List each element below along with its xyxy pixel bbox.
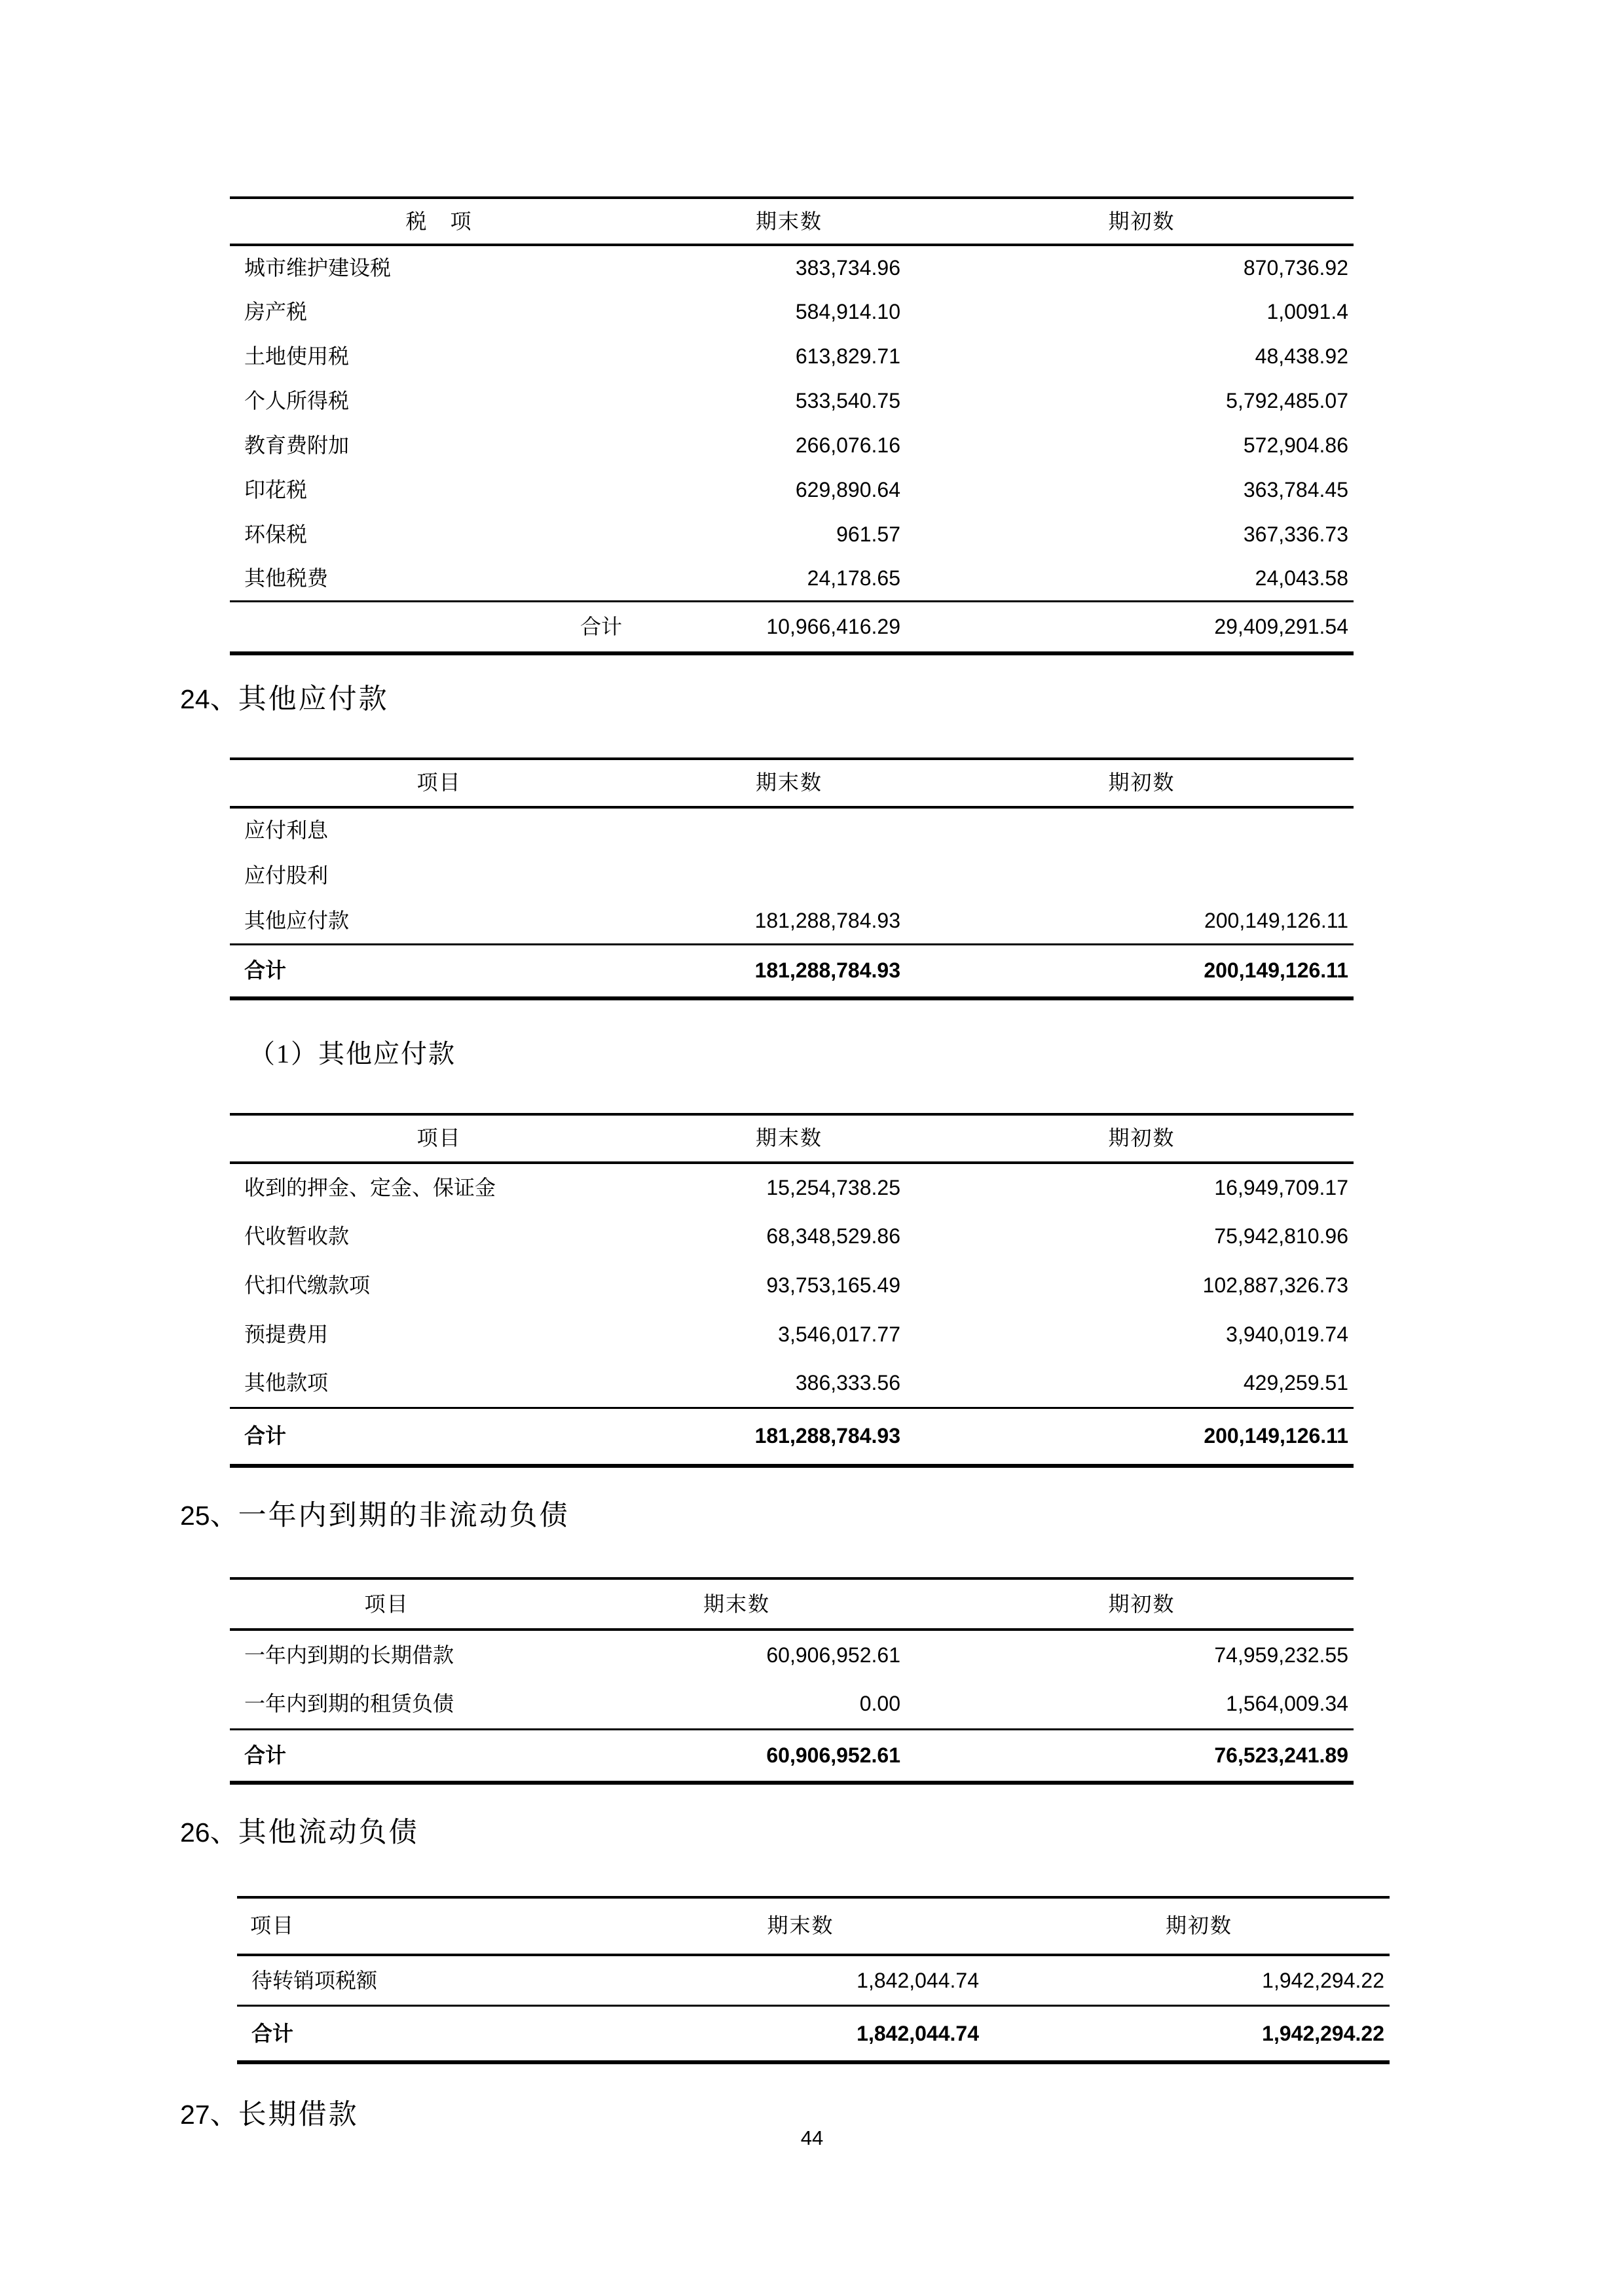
header-item-cell: 税 项 bbox=[230, 198, 648, 245]
header-begin-balance-cell: 期初数 bbox=[930, 1114, 1354, 1163]
end-balance-cell: 1,842,044.74 bbox=[857, 1968, 979, 1992]
table-row bbox=[230, 1359, 1354, 1408]
begin-balance-cell: 1,0091.4 bbox=[1266, 299, 1348, 323]
table-header-row bbox=[230, 759, 1354, 807]
other-payables-table bbox=[230, 757, 1354, 1000]
page-number: 44 bbox=[800, 2126, 824, 2149]
end-balance-cell: 383,734.96 bbox=[795, 255, 900, 280]
header-item-cell: 项目 bbox=[230, 1578, 544, 1630]
header-end-balance-cell: 期末数 bbox=[648, 198, 930, 245]
other-payables-table-grid bbox=[230, 757, 1354, 1000]
begin-balance-cell bbox=[930, 807, 1354, 853]
end-balance-cell: 60,906,952.61 bbox=[544, 1729, 930, 1783]
begin-balance-cell: 102,887,326.73 bbox=[1202, 1273, 1348, 1297]
begin-balance-cell: 75,942,810.96 bbox=[1214, 1224, 1348, 1248]
header-begin-balance-cell: 期初数 bbox=[930, 198, 1354, 245]
end-balance-cell: 961.57 bbox=[836, 522, 900, 546]
begin-balance-cell: 200,149,126.11 bbox=[930, 945, 1354, 998]
section-number: 27 bbox=[180, 2099, 210, 2130]
table-row bbox=[230, 512, 1354, 556]
item-cell: 合计 bbox=[237, 2006, 593, 2062]
section-heading-26 bbox=[180, 1816, 1624, 1850]
begin-balance-cell: 200,149,126.11 bbox=[1204, 909, 1348, 933]
header-end-balance-cell: 期末数 bbox=[648, 759, 930, 807]
header-item-cell: 项目 bbox=[230, 759, 648, 807]
begin-balance-cell: 200,149,126.11 bbox=[930, 1408, 1354, 1466]
section-heading-25 bbox=[180, 1499, 1624, 1533]
end-balance-cell: 386,333.56 bbox=[795, 1370, 900, 1394]
table-row bbox=[230, 899, 1354, 945]
end-balance-cell: 15,254,738.25 bbox=[766, 1175, 900, 1199]
subsection-number: （1） bbox=[249, 1038, 318, 1068]
table-header-row bbox=[237, 1897, 1390, 1955]
end-balance-cell: 10,966,416.29 bbox=[648, 601, 930, 653]
section-title: 长期借款 bbox=[238, 2099, 359, 2130]
section-separator: 、 bbox=[210, 1500, 238, 1531]
header-begin-balance-cell: 期初数 bbox=[930, 759, 1354, 807]
table-header-row bbox=[230, 1114, 1354, 1163]
begin-balance-cell: 29,409,291.54 bbox=[930, 601, 1354, 653]
end-balance-cell: 266,076.16 bbox=[795, 433, 900, 457]
section-title: 其他流动负债 bbox=[238, 1817, 419, 1849]
end-balance-cell: 181,288,784.93 bbox=[754, 909, 900, 933]
begin-balance-cell: 48,438.92 bbox=[1255, 344, 1348, 368]
header-item-cell: 项目 bbox=[237, 1897, 593, 1955]
other-current-liabilities-table bbox=[237, 1896, 1390, 2064]
header-item-cell: 项目 bbox=[230, 1114, 648, 1163]
begin-balance-cell: 363,784.45 bbox=[1243, 477, 1348, 501]
begin-balance-cell: 76,523,241.89 bbox=[930, 1729, 1354, 1783]
item-cell: 城市维护建设税 bbox=[244, 255, 392, 280]
table-row bbox=[230, 556, 1354, 601]
table-row bbox=[230, 378, 1354, 423]
section-title: 其他应付款 bbox=[238, 684, 389, 715]
table-header-row bbox=[230, 1578, 1354, 1630]
table-row bbox=[230, 1163, 1354, 1212]
header-begin-balance-cell: 期初数 bbox=[930, 1578, 1354, 1630]
begin-balance-cell: 1,564,009.34 bbox=[1226, 1692, 1348, 1716]
item-cell: 环保税 bbox=[244, 522, 308, 546]
item-cell: 收到的押金、定金、保证金 bbox=[244, 1175, 496, 1199]
table-total-row bbox=[230, 1729, 1354, 1783]
table-row bbox=[230, 853, 1354, 899]
begin-balance-cell: 24,043.58 bbox=[1255, 566, 1348, 590]
table-total-row bbox=[237, 2006, 1390, 2062]
begin-balance-cell bbox=[930, 853, 1354, 899]
end-balance-cell: 60,906,952.61 bbox=[766, 1643, 900, 1667]
header-end-balance-cell: 期末数 bbox=[648, 1114, 930, 1163]
item-cell: 房产税 bbox=[244, 299, 308, 323]
table-row bbox=[230, 1679, 1354, 1729]
section-heading-24 bbox=[180, 683, 1624, 717]
begin-balance-cell: 1,942,294.22 bbox=[1262, 1968, 1384, 1992]
end-balance-cell: 533,540.75 bbox=[795, 388, 900, 412]
section-separator: 、 bbox=[210, 1817, 238, 1849]
table-row bbox=[230, 1630, 1354, 1679]
header-begin-balance-cell: 期初数 bbox=[1008, 1897, 1390, 1955]
item-cell: 应付利息 bbox=[244, 818, 329, 843]
end-balance-cell: 24,178.65 bbox=[807, 566, 900, 590]
other-payables-detail-table bbox=[230, 1113, 1354, 1468]
tax-items-table-grid bbox=[230, 196, 1354, 655]
subsection-title: 其他应付款 bbox=[318, 1038, 456, 1068]
table-row bbox=[230, 1261, 1354, 1310]
item-cell: 预提费用 bbox=[244, 1322, 329, 1346]
tax-items-table bbox=[230, 196, 1354, 655]
item-cell: 待转销项税额 bbox=[251, 1968, 378, 1992]
table-row bbox=[230, 423, 1354, 467]
end-balance-cell bbox=[648, 853, 930, 899]
item-cell: 其他税费 bbox=[244, 566, 329, 590]
begin-balance-cell: 870,736.92 bbox=[1243, 255, 1348, 280]
begin-balance-cell: 572,904.86 bbox=[1243, 433, 1348, 457]
begin-balance-cell: 1,942,294.22 bbox=[1008, 2006, 1390, 2062]
item-cell: 合计 bbox=[230, 945, 648, 998]
begin-balance-cell: 16,949,709.17 bbox=[1214, 1175, 1348, 1199]
other-current-liabilities-table-grid bbox=[237, 1896, 1390, 2064]
table-row bbox=[237, 1955, 1390, 2006]
table-row bbox=[230, 467, 1354, 512]
noncurrent-liabilities-due-table-grid bbox=[230, 1577, 1354, 1785]
subsection-heading-1 bbox=[249, 1038, 1624, 1070]
table-total-row bbox=[230, 601, 1354, 653]
item-cell: 其他应付款 bbox=[244, 909, 350, 933]
table-row bbox=[230, 1310, 1354, 1359]
end-balance-cell: 629,890.64 bbox=[795, 477, 900, 501]
item-cell: 其他款项 bbox=[244, 1370, 329, 1394]
section-separator: 、 bbox=[210, 684, 238, 715]
begin-balance-cell: 3,940,019.74 bbox=[1226, 1322, 1348, 1346]
begin-balance-cell: 5,792,485.07 bbox=[1226, 388, 1348, 412]
end-balance-cell: 1,842,044.74 bbox=[593, 2006, 1008, 2062]
end-balance-cell: 93,753,165.49 bbox=[766, 1273, 900, 1297]
item-cell: 合计 bbox=[230, 1729, 544, 1783]
begin-balance-cell: 367,336.73 bbox=[1243, 522, 1348, 546]
table-row bbox=[230, 1212, 1354, 1261]
begin-balance-cell: 429,259.51 bbox=[1243, 1370, 1348, 1394]
end-balance-cell: 613,829.71 bbox=[795, 344, 900, 368]
end-balance-cell bbox=[648, 807, 930, 853]
end-balance-cell: 181,288,784.93 bbox=[648, 1408, 930, 1466]
table-header-row bbox=[230, 198, 1354, 245]
item-cell: 土地使用税 bbox=[244, 344, 350, 368]
table-total-row bbox=[230, 1408, 1354, 1466]
end-balance-cell: 3,546,017.77 bbox=[778, 1322, 900, 1346]
table-row bbox=[230, 289, 1354, 334]
item-cell: 代收暂收款 bbox=[244, 1224, 350, 1248]
table-row bbox=[230, 334, 1354, 378]
section-number: 25 bbox=[180, 1500, 210, 1531]
section-title: 一年内到期的非流动负债 bbox=[238, 1500, 570, 1531]
end-balance-cell: 181,288,784.93 bbox=[648, 945, 930, 998]
section-separator: 、 bbox=[210, 2099, 238, 2130]
noncurrent-liabilities-due-table bbox=[230, 1577, 1354, 1785]
item-cell: 一年内到期的长期借款 bbox=[244, 1643, 454, 1667]
other-payables-detail-table-grid bbox=[230, 1113, 1354, 1468]
item-cell: 应付股利 bbox=[244, 864, 329, 888]
item-cell: 印花税 bbox=[244, 477, 308, 501]
table-total-row bbox=[230, 945, 1354, 998]
item-cell: 合计 bbox=[230, 1408, 648, 1466]
item-cell: 教育费附加 bbox=[244, 433, 350, 457]
table-row bbox=[230, 807, 1354, 853]
item-cell: 一年内到期的租赁负债 bbox=[244, 1692, 454, 1716]
begin-balance-cell: 74,959,232.55 bbox=[1214, 1643, 1348, 1667]
end-balance-cell: 584,914.10 bbox=[795, 299, 900, 323]
header-end-balance-cell: 期末数 bbox=[544, 1578, 930, 1630]
section-number: 24 bbox=[180, 684, 210, 714]
item-cell: 合计 bbox=[230, 601, 648, 653]
section-number: 26 bbox=[180, 1817, 210, 1848]
header-end-balance-cell: 期末数 bbox=[593, 1897, 1008, 1955]
item-cell: 个人所得税 bbox=[244, 388, 350, 412]
table-row bbox=[230, 245, 1354, 289]
item-cell: 代扣代缴款项 bbox=[244, 1273, 371, 1297]
end-balance-cell: 68,348,529.86 bbox=[766, 1224, 900, 1248]
end-balance-cell: 0.00 bbox=[859, 1692, 900, 1716]
